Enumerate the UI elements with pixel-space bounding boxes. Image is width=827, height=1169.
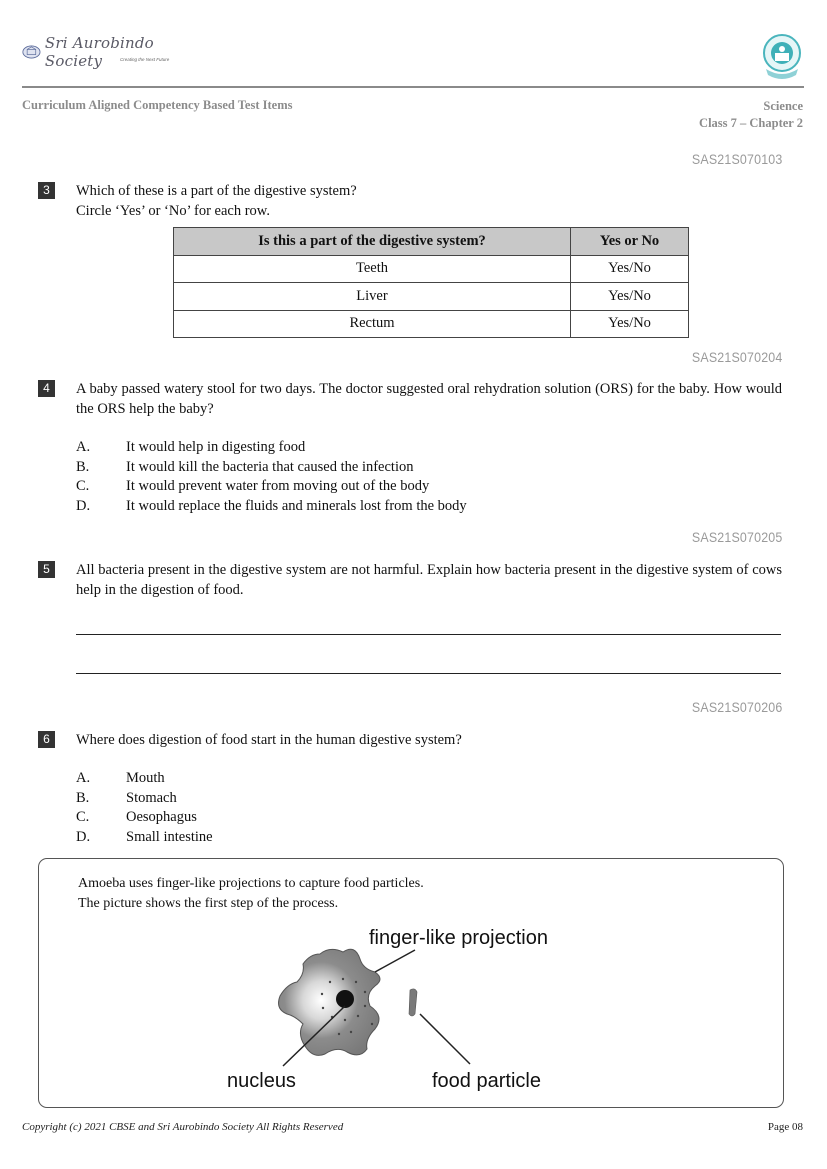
option-text: It would prevent water from moving out of the body bbox=[126, 478, 430, 494]
option-d[interactable] bbox=[76, 828, 213, 848]
digestive-parts-table bbox=[173, 227, 689, 338]
page-number: Page 08 bbox=[767, 1121, 803, 1133]
question-code: SAS21S070205 bbox=[691, 530, 782, 545]
subject: Science bbox=[763, 99, 803, 113]
yes-no-answer[interactable]: Yes/No bbox=[571, 255, 689, 283]
option-letter: D. bbox=[76, 498, 91, 514]
answer-line[interactable] bbox=[76, 673, 781, 674]
option-text: Mouth bbox=[126, 770, 165, 786]
table-row bbox=[174, 283, 689, 311]
info-line: Amoeba uses finger-like projections to capture food particles. bbox=[78, 876, 424, 891]
option-b[interactable] bbox=[76, 458, 413, 478]
question-prompt: Which of these is a part of the digestive system? bbox=[76, 183, 357, 199]
question-instruction: Circle ‘Yes’ or ‘No’ for each row. bbox=[76, 203, 270, 219]
question-code: SAS21S070206 bbox=[691, 700, 782, 715]
option-d[interactable] bbox=[76, 497, 467, 517]
amoeba-figure bbox=[225, 924, 600, 1104]
question-number-badge: 5 bbox=[38, 561, 55, 578]
label-finger-like-projection: finger-like projection bbox=[369, 927, 548, 949]
yes-no-answer[interactable]: Yes/No bbox=[571, 310, 689, 338]
option-letter: B. bbox=[76, 459, 90, 475]
table-header: Yes or No bbox=[571, 228, 689, 256]
option-c[interactable] bbox=[76, 477, 429, 497]
table-cell-part: Liver bbox=[174, 283, 571, 311]
question-code: SAS21S070103 bbox=[691, 152, 782, 167]
logo-left-text: Sri Aurobindo Society bbox=[44, 34, 154, 70]
label-nucleus: nucleus bbox=[227, 1070, 296, 1092]
table-cell-part: Rectum bbox=[174, 310, 571, 338]
header-divider bbox=[22, 86, 804, 88]
society-emblem-icon bbox=[22, 44, 41, 60]
option-text: It would help in digesting food bbox=[126, 439, 306, 455]
info-box-text bbox=[78, 874, 424, 913]
table-cell-part: Teeth bbox=[174, 255, 571, 283]
question-number-badge: 4 bbox=[38, 380, 55, 397]
option-text: It would kill the bacteria that caused the infection bbox=[126, 459, 414, 475]
question-code: SAS21S070204 bbox=[691, 350, 782, 365]
yes-no-answer[interactable]: Yes/No bbox=[571, 283, 689, 311]
question-text: Where does digestion of food start in the human digestive system? bbox=[76, 732, 462, 748]
option-text: Stomach bbox=[126, 790, 177, 806]
question-text: All bacteria present in the digestive system are not harmful. Explain how bacteria present in the digestive system of cows help in the digestion of food. bbox=[76, 562, 782, 598]
option-a[interactable] bbox=[76, 769, 165, 789]
question-number-badge: 3 bbox=[38, 182, 55, 199]
sri-aurobindo-society-logo bbox=[22, 34, 192, 70]
class-chapter: Class 7 – Chapter 2 bbox=[699, 116, 803, 130]
table-header-row bbox=[174, 228, 689, 256]
table-header: Is this a part of the digestive system? bbox=[174, 228, 571, 256]
question-text bbox=[76, 181, 782, 221]
option-letter: C. bbox=[76, 478, 90, 494]
option-letter: D. bbox=[76, 829, 91, 845]
option-c[interactable] bbox=[76, 808, 197, 828]
option-text: It would replace the fluids and minerals lost from the body bbox=[126, 498, 467, 514]
question-number-badge: 6 bbox=[38, 731, 55, 748]
table-row bbox=[174, 255, 689, 283]
option-letter: C. bbox=[76, 809, 90, 825]
cbse-logo-icon bbox=[760, 33, 804, 81]
logo-left-tagline: Creating the Next Future bbox=[120, 57, 170, 62]
question-text: A baby passed watery stool for two days. The doctor suggested oral rehydration solution (ORS) for the baby. How would the ORS help the baby? bbox=[76, 381, 782, 417]
info-line: The picture shows the first step of the process. bbox=[78, 895, 339, 911]
option-letter: B. bbox=[76, 790, 90, 806]
answer-line[interactable] bbox=[76, 634, 781, 635]
option-letter: A. bbox=[76, 439, 91, 455]
copyright-notice: Copyright (c) 2021 CBSE and Sri Aurobindo Society All Rights Reserved bbox=[22, 1121, 344, 1133]
label-food-particle: food particle bbox=[432, 1070, 541, 1092]
option-letter: A. bbox=[76, 770, 91, 786]
subject-info bbox=[699, 98, 803, 132]
option-b[interactable] bbox=[76, 789, 177, 809]
option-text: Oesophagus bbox=[126, 809, 197, 825]
table-row bbox=[174, 310, 689, 338]
option-text: Small intestine bbox=[126, 829, 213, 845]
document-title: Curriculum Aligned Competency Based Test Items bbox=[22, 98, 293, 112]
option-a[interactable] bbox=[76, 438, 305, 458]
